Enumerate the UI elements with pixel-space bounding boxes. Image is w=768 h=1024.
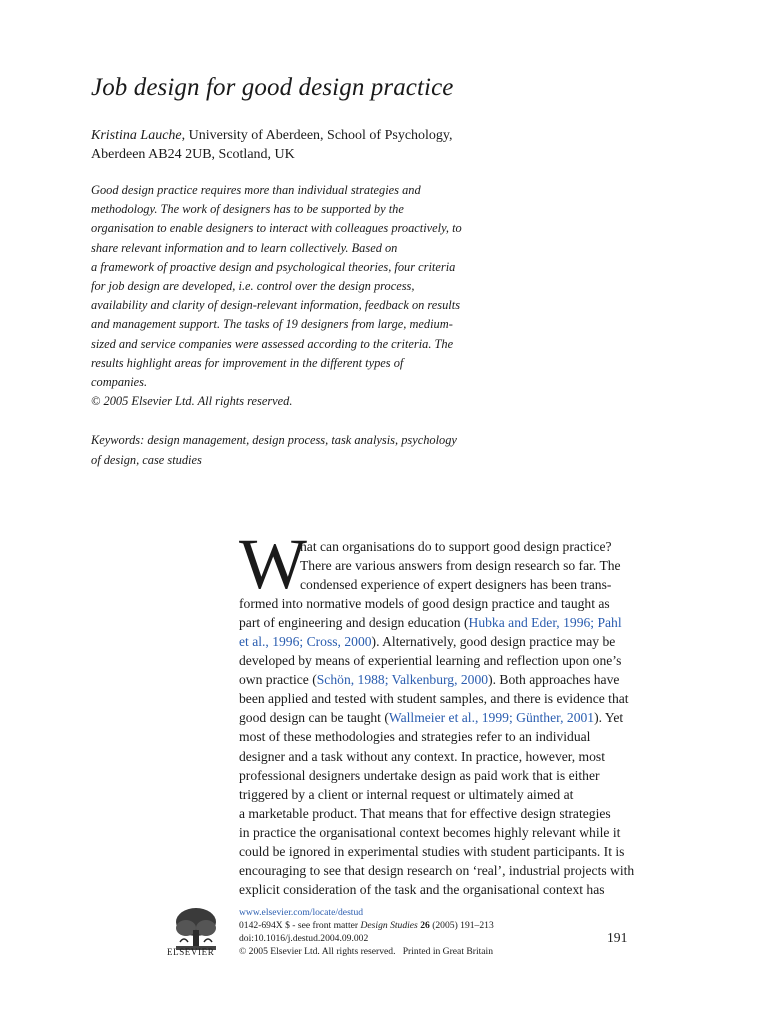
- abstract-line: organisation to enable designers to interact with colleagues proactively, to: [91, 221, 462, 236]
- body-line: hat can organisations do to support good design practice?: [300, 539, 612, 554]
- body-line: encouraging to see that design research on ‘real’, industrial projects with: [239, 862, 635, 878]
- abstract-line: Good design practice requires more than individual strategies and: [91, 183, 421, 197]
- citation-link[interactable]: et al., 1996; Cross, 2000: [239, 634, 372, 650]
- body-line: [239, 632, 657, 651]
- author-name: Kristina Lauche: [91, 128, 182, 143]
- journal-url-link[interactable]: www.elsevier.com/locate/destud: [239, 907, 364, 918]
- journal-pages: (2005) 191–213: [429, 920, 494, 931]
- body-line: explicit consideration of the task and the organisational context has: [239, 881, 605, 897]
- body-line: professional designers undertake design as paid work that is either: [239, 767, 600, 783]
- abstract-line: sized and service companies were assessed according to the criteria. The: [91, 336, 454, 351]
- body-line: [239, 708, 657, 727]
- abstract-line: a framework of proactive design and psychological theories, four criteria: [91, 259, 456, 274]
- journal-volume: 26: [420, 920, 430, 931]
- abstract-line: for job design are developed, i.e. control over the design process,: [91, 279, 415, 294]
- body-text: ). Yet: [594, 710, 624, 726]
- article-footer: [239, 906, 659, 958]
- body-paragraph: [239, 537, 657, 899]
- affiliation-line-1: , University of Aberdeen, School of Psychology,: [181, 128, 453, 143]
- publisher-name: ELSEVIER: [167, 947, 215, 957]
- body-text: ). Alternatively, good design practice may be: [371, 634, 616, 650]
- abstract-line: results highlight areas for improvement in the different types of: [91, 355, 404, 370]
- abstract-line: availability and clarity of design-relevant information, feedback on results: [91, 298, 461, 313]
- doi-text: doi:10.1016/j.destud.2004.09.002: [239, 933, 369, 944]
- abstract-copyright: © 2005 Elsevier Ltd. All rights reserved.: [91, 394, 293, 409]
- page-number: 191: [607, 930, 628, 945]
- paper-title: Job design for good design practice: [91, 74, 454, 101]
- printed-in: Printed in Great Britain: [402, 946, 494, 957]
- body-line: There are various answers from design research so far. The: [300, 558, 621, 574]
- body-line: a marketable product. That means that for effective design strategies: [239, 805, 611, 821]
- issn-text: 0142-694X $ - see front matter: [239, 920, 361, 931]
- author-affiliation: [91, 126, 531, 164]
- body-line: designer and a task without any context. In practice, however, most: [239, 748, 605, 764]
- body-line: developed by means of experiential learning and reflection upon one’s: [239, 653, 622, 669]
- body-line: [239, 613, 657, 632]
- citation-link[interactable]: Hubka and Eder, 1996; Pahl: [468, 615, 622, 631]
- keywords: [91, 430, 511, 470]
- keywords-line-1: Keywords: design management, design process, task analysis, psychology: [91, 433, 457, 447]
- body-line: could be ignored in experimental studies with student participants. It is: [239, 843, 625, 859]
- keywords-line-2: of design, case studies: [91, 453, 202, 467]
- drop-cap: W: [239, 524, 307, 604]
- citation-link[interactable]: Wallmeier et al., 1999; Günther, 2001: [388, 710, 595, 726]
- footer-copyright: © 2005 Elsevier Ltd. All rights reserved.: [239, 946, 396, 957]
- abstract: [91, 181, 511, 411]
- body-line: most of these methodologies and strategies refer to an individual: [239, 729, 591, 745]
- abstract-line: companies.: [91, 375, 148, 390]
- body-text: good design can be taught (: [239, 710, 389, 726]
- body-line: [239, 670, 657, 689]
- body-text: part of engineering and design education (: [239, 615, 469, 631]
- citation-link[interactable]: Schön, 1988; Valkenburg, 2000: [316, 672, 489, 688]
- abstract-line: share relevant information and to learn collectively. Based on: [91, 240, 398, 255]
- abstract-line: and management support. The tasks of 19 designers from large, medium-: [91, 317, 453, 332]
- journal-name: Design Studies: [360, 920, 418, 931]
- body-text: ). Both approaches have: [488, 672, 620, 688]
- body-line: condensed experience of expert designers has been trans-: [300, 577, 612, 593]
- abstract-line: methodology. The work of designers has to be supported by the: [91, 202, 404, 217]
- body-line: in practice the organisational context becomes highly relevant while it: [239, 824, 621, 840]
- body-line: formed into normative models of good design practice and taught as: [239, 596, 610, 612]
- body-line: been applied and tested with student samples, and there is evidence that: [239, 691, 629, 707]
- body-text: own practice (: [239, 672, 317, 688]
- affiliation-line-2: Aberdeen AB24 2UB, Scotland, UK: [91, 147, 295, 162]
- body-line: triggered by a client or internal request or ultimately aimed at: [239, 786, 574, 802]
